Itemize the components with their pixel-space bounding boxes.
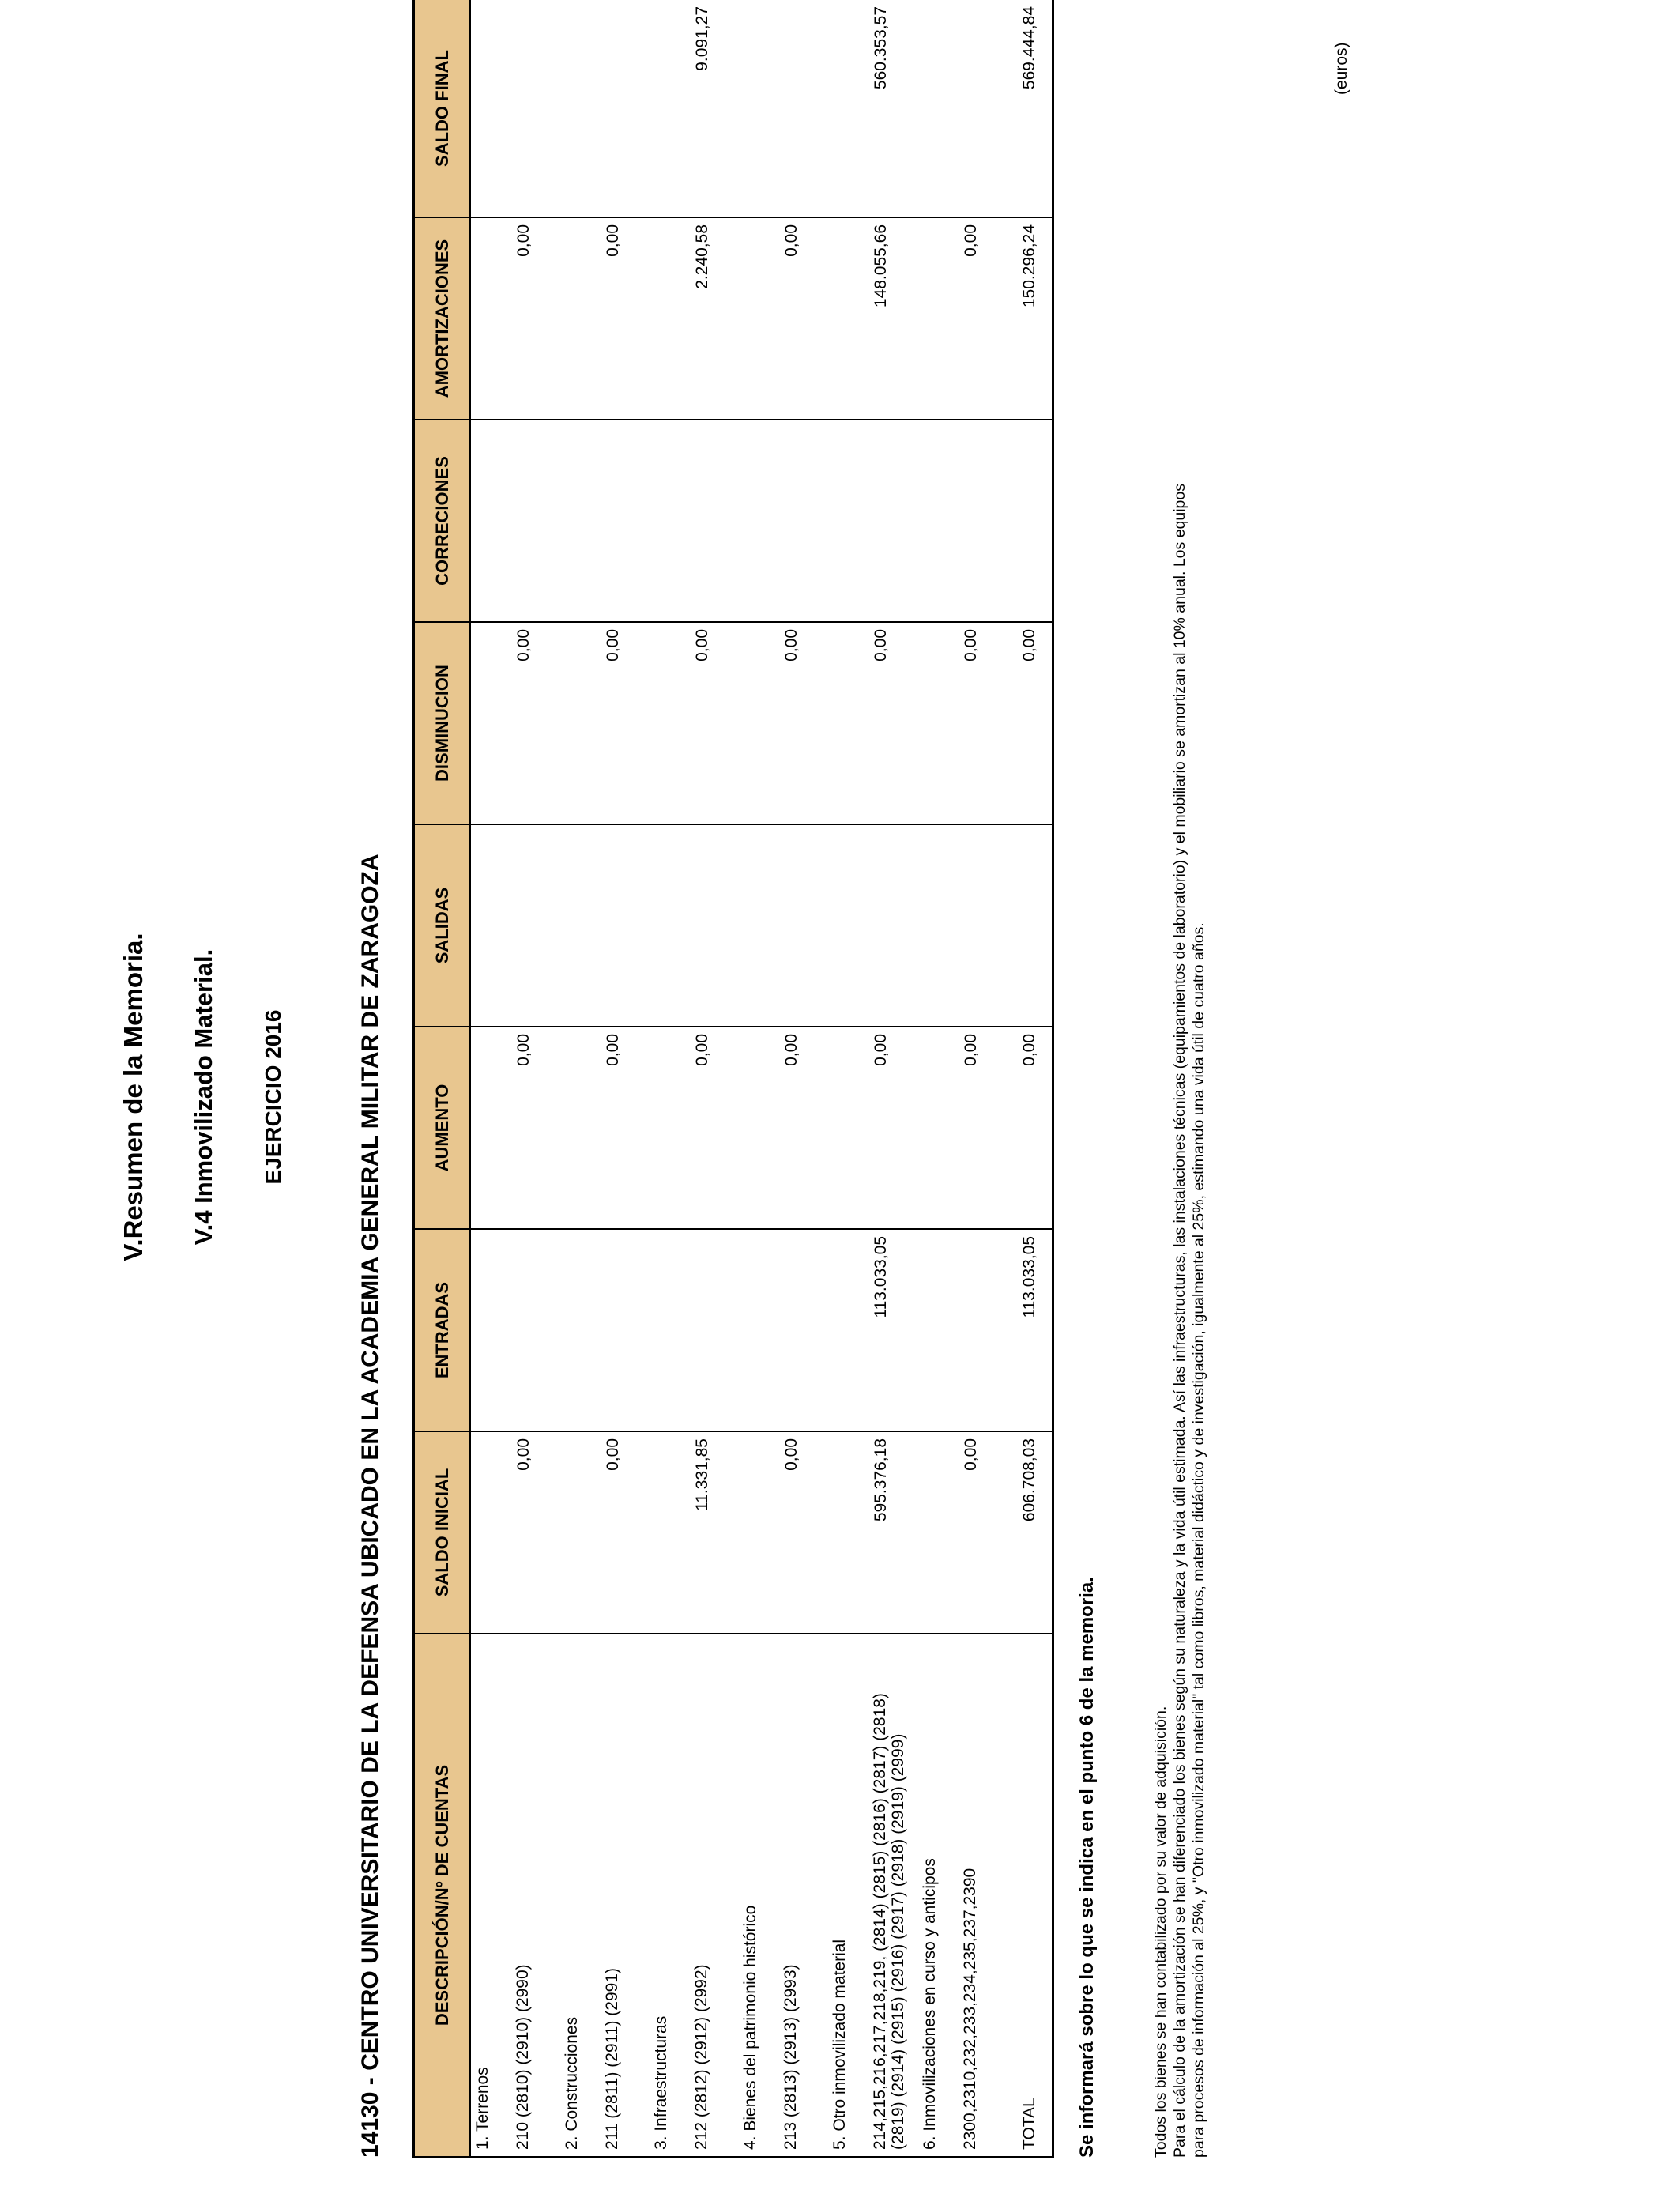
- table-row: [918, 0, 959, 2157]
- cell-entradas: [511, 1229, 560, 1431]
- total-entradas: 113.033,05: [1008, 1229, 1053, 1431]
- group-label: 2. Construcciones: [560, 1634, 601, 2157]
- table-row: [959, 0, 1008, 2157]
- cell-saldo-inicial: 595.376,18: [868, 1431, 918, 1634]
- table-row: [470, 0, 511, 2157]
- cell-disminucion: 0,00: [779, 622, 828, 824]
- cell-entradas: [690, 1229, 739, 1431]
- group-label: 6. Inmovilizaciones en curso y anticipos: [918, 1634, 959, 2157]
- total-salidas: [1008, 824, 1053, 1027]
- cell-aumento: 0,00: [511, 1027, 560, 1229]
- footnote-line: Para el cálculo de la amortización se han diferenciado los bienes según su naturaleza y la vida útil estimada. Así las infraestructuras, las instalaciones técnicas (equipamientos de laboratorio) y el mobiliario se amortizan al 10% anual. Los equipos: [1171, 484, 1188, 2158]
- memory-note: Se informará sobre lo que se indica en el punto 6 de la memoria.: [1076, 1577, 1098, 2158]
- group-label: 3. Infraestructuras: [650, 1634, 690, 2157]
- cell-disminucion: 0,00: [959, 622, 1008, 824]
- cell-disminucion: 0,00: [601, 622, 650, 824]
- cell-correciones: [868, 420, 918, 622]
- cell-saldo-inicial: 0,00: [601, 1431, 650, 1634]
- cell-aumento: 0,00: [690, 1027, 739, 1229]
- footnote-line: para procesos de información al 25%, y "Otro inmovilizado material" tal como libros, material didáctico y de investigación, igualmente al 25%, estimando una vida útil de cuatro años.: [1190, 922, 1207, 2158]
- section-title: V.4 Inmovilizado Material.: [190, 948, 217, 1246]
- total-label: TOTAL: [1008, 1634, 1053, 2157]
- cell-correciones: [779, 420, 828, 622]
- footnote-line: Todos los bienes se han contabilizado por su valor de adquisición.: [1152, 1706, 1170, 2158]
- cell-amortizaciones: 0,00: [511, 217, 560, 420]
- cell-amortizaciones: 148.055,66: [868, 217, 918, 420]
- account-codes: 2300,2310,232,233,234,235,237,2390: [959, 1634, 1008, 2157]
- cell-correciones: [959, 420, 1008, 622]
- report-title: V.Resumen de la Memoria.: [119, 933, 148, 1261]
- fiscal-year: EJERCICIO 2016: [261, 1009, 285, 1185]
- total-row: [1008, 0, 1053, 2157]
- cell-aumento: 0,00: [959, 1027, 1008, 1229]
- header-saldo-inicial: SALDO INICIAL: [414, 1431, 471, 1634]
- cell-correciones: [690, 420, 739, 622]
- cell-salidas: [868, 824, 918, 1027]
- header-aumento: AUMENTO: [414, 1027, 471, 1229]
- cell-salidas: [779, 824, 828, 1027]
- cell-saldo-final: [779, 0, 828, 217]
- cell-salidas: [511, 824, 560, 1027]
- cell-disminucion: 0,00: [511, 622, 560, 824]
- header-amortizaciones: AMORTIZACIONES: [414, 217, 471, 420]
- cell-saldo-final: 560.353,57: [868, 0, 918, 217]
- table-row: [739, 0, 779, 2157]
- cell-saldo-inicial: 0,00: [779, 1431, 828, 1634]
- account-codes-line2: (2819) (2914) (2915) (2916) (2917) (2918) (2919) (2999): [889, 1733, 907, 2150]
- cell-saldo-final: [601, 0, 650, 217]
- cell-amortizaciones: 2.240,58: [690, 217, 739, 420]
- cell-aumento: 0,00: [868, 1027, 918, 1229]
- cell-entradas: [959, 1229, 1008, 1431]
- fixed-assets-table: [412, 0, 1054, 2158]
- header-row: [414, 0, 471, 2157]
- cell-aumento: 0,00: [779, 1027, 828, 1229]
- table-row: [560, 0, 601, 2157]
- cell-saldo-inicial: 0,00: [959, 1431, 1008, 1634]
- cell-disminucion: 0,00: [868, 622, 918, 824]
- account-codes: [868, 1634, 918, 2157]
- cell-saldo-final: [511, 0, 560, 217]
- header-saldo-final: SALDO FINAL: [414, 0, 471, 217]
- entity-name: 14130 - CENTRO UNIVERSITARIO DE LA DEFENSA UBICADO EN LA ACADEMIA GENERAL MILITAR DE ZARAGOZA: [357, 854, 383, 2158]
- cell-entradas: 113.033,05: [868, 1229, 918, 1431]
- total-disminucion: 0,00: [1008, 622, 1053, 824]
- account-codes: 210 (2810) (2910) (2990): [511, 1634, 560, 2157]
- cell-correciones: [601, 420, 650, 622]
- group-label: 4. Bienes del patrimonio histórico: [739, 1634, 779, 2157]
- account-codes: 211 (2811) (2911) (2991): [601, 1634, 650, 2157]
- cell-saldo-final: 9.091,27: [690, 0, 739, 217]
- header-disminucion: DISMINUCION: [414, 622, 471, 824]
- cell-disminucion: 0,00: [690, 622, 739, 824]
- cell-entradas: [779, 1229, 828, 1431]
- table-row: [511, 0, 560, 2157]
- cell-amortizaciones: 0,00: [959, 217, 1008, 420]
- table-row: [779, 0, 828, 2157]
- total-aumento: 0,00: [1008, 1027, 1053, 1229]
- table-row: [690, 0, 739, 2157]
- table-row: [650, 0, 690, 2157]
- group-label: 5. Otro inmovilizado material: [828, 1634, 868, 2157]
- cell-amortizaciones: 0,00: [779, 217, 828, 420]
- account-codes: 212 (2812) (2912) (2992): [690, 1634, 739, 2157]
- account-codes-line1: 214,215,216,217,218,219, (2814) (2815) (2816) (2817) (2818): [871, 1693, 889, 2150]
- table-row: [868, 0, 918, 2157]
- account-codes: 213 (2813) (2913) (2993): [779, 1634, 828, 2157]
- currency-unit: (euros): [1332, 42, 1350, 95]
- cell-saldo-inicial: 11.331,85: [690, 1431, 739, 1634]
- group-label: 1. Terrenos: [470, 1634, 511, 2157]
- header-salidas: SALIDAS: [414, 824, 471, 1027]
- total-correciones: [1008, 420, 1053, 622]
- cell-saldo-final: [959, 0, 1008, 217]
- cell-correciones: [511, 420, 560, 622]
- table-row: [828, 0, 868, 2157]
- total-saldo-final: 569.444,84: [1008, 0, 1053, 217]
- cell-aumento: 0,00: [601, 1027, 650, 1229]
- cell-salidas: [690, 824, 739, 1027]
- cell-saldo-inicial: 0,00: [511, 1431, 560, 1634]
- footnotes: [1151, 484, 1208, 2158]
- header-description: DESCRIPCIÓN/Nº DE CUENTAS: [414, 1634, 471, 2157]
- table-row: [601, 0, 650, 2157]
- cell-salidas: [959, 824, 1008, 1027]
- total-amortizaciones: 150.296,24: [1008, 217, 1053, 420]
- cell-salidas: [601, 824, 650, 1027]
- header-entradas: ENTRADAS: [414, 1229, 471, 1431]
- cell-amortizaciones: 0,00: [601, 217, 650, 420]
- header-correciones: CORRECIONES: [414, 420, 471, 622]
- total-saldo-inicial: 606.708,03: [1008, 1431, 1053, 1634]
- cell-entradas: [601, 1229, 650, 1431]
